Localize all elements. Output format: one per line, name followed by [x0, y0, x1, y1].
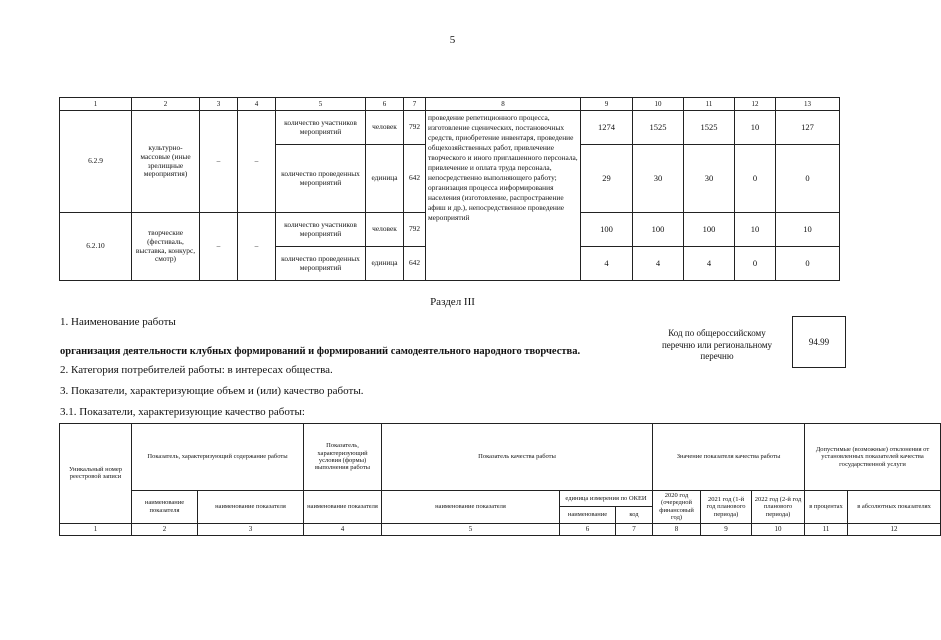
value-cell: 10 — [776, 213, 840, 247]
unit-name: единица — [366, 145, 404, 213]
value-cell: 0 — [776, 145, 840, 213]
col-number: 13 — [776, 98, 840, 111]
value-cell: 10 — [735, 213, 776, 247]
header-indicator-name: наименование показателя — [132, 491, 198, 524]
value-cell: 4 — [633, 247, 684, 281]
col-number: 7 — [404, 98, 426, 111]
dash-cell: – — [238, 111, 276, 213]
value-cell: 100 — [581, 213, 633, 247]
value-cell: 4 — [581, 247, 633, 281]
header-unit-code: код — [616, 507, 653, 523]
col-number: 9 — [701, 523, 752, 535]
indicator-name: количество проведенных мероприятий — [276, 247, 366, 281]
value-cell: 100 — [684, 213, 735, 247]
work-name: творческие (фестиваль, выставка, конкурс, смотр) — [132, 213, 200, 281]
dash-cell: – — [200, 213, 238, 281]
work-name-value: организация деятельности клубных формирований и формирований самодеятельного народного творчества. — [60, 346, 581, 357]
header-conditions: Показатель, характеризующий условия (формы) выполнения работы — [304, 424, 382, 491]
unit-name: человек — [366, 111, 404, 145]
indicator-name: количество участников мероприятий — [276, 111, 366, 145]
header-values: Значение показателя качества работы — [653, 424, 805, 491]
col-number: 4 — [238, 98, 276, 111]
code-box — [792, 316, 846, 368]
col-number: 10 — [752, 523, 805, 535]
value-cell: 1525 — [684, 111, 735, 145]
col-number: 3 — [200, 98, 238, 111]
header-unit-name: наименование — [560, 507, 616, 523]
okei-code: 792 — [404, 111, 426, 145]
header-content: Показатель, характеризующий содержание работы — [132, 424, 304, 491]
col-number: 5 — [276, 98, 366, 111]
work-name: культурно-массовые (иные зрелищные мероприятия) — [132, 111, 200, 213]
okei-code: 642 — [404, 247, 426, 281]
col-number: 6 — [366, 98, 404, 111]
value-cell: 100 — [633, 213, 684, 247]
row-code: 6.2.9 — [60, 111, 132, 213]
dash-cell: – — [200, 111, 238, 213]
work-description: проведение репетиционного процесса, изготовление сценических, постановочных средств, приобретение инвентаря, проведение общехозяйственных работ, привлечение творческого и иного приглашенного персонала, привлечение и оплата труда персонала, непосредственно выполняющего работу; организация процесса информирования населения (изготовление, распространение афиш и др.), непосредственное проведение мероприятий — [426, 111, 581, 281]
col-number: 11 — [684, 98, 735, 111]
header-absolute: в абсолютных показателях — [848, 491, 941, 524]
value-cell: 0 — [735, 145, 776, 213]
col-number: 8 — [653, 523, 701, 535]
consumer-category: 2. Категория потребителей работы: в интересах общества. — [60, 364, 333, 376]
value-cell: 1525 — [633, 111, 684, 145]
col-number: 7 — [616, 523, 653, 535]
value-cell: 1274 — [581, 111, 633, 145]
header-indicator-name: наименование показателя — [304, 491, 382, 524]
table-row — [60, 111, 840, 145]
header-indicator-name: наименование показателя — [382, 491, 560, 524]
col-number: 12 — [735, 98, 776, 111]
code-value: 94.99 — [808, 337, 830, 347]
col-number: 3 — [198, 523, 304, 535]
header-row — [60, 424, 941, 491]
col-number: 9 — [581, 98, 633, 111]
col-number: 2 — [132, 523, 198, 535]
indicator-name: количество участников мероприятий — [276, 213, 366, 247]
header-quality: Показатель качества работы — [382, 424, 653, 491]
header-indicator-name: наименование показателя — [198, 491, 304, 524]
column-number-row — [60, 98, 840, 111]
code-label: Код по общероссийскому перечню или региональному перечню — [661, 328, 773, 362]
header-unit: единица измерения по ОКЕИ — [560, 491, 653, 507]
unit-name: единица — [366, 247, 404, 281]
value-cell: 10 — [735, 111, 776, 145]
quality-indicators-table — [59, 423, 941, 536]
col-number: 11 — [805, 523, 848, 535]
col-number: 1 — [60, 98, 132, 111]
value-cell: 0 — [776, 247, 840, 281]
col-number: 2 — [132, 98, 200, 111]
col-number: 12 — [848, 523, 941, 535]
value-cell: 29 — [581, 145, 633, 213]
okei-code: 792 — [404, 213, 426, 247]
value-cell: 127 — [776, 111, 840, 145]
indicator-name: количество проведенных мероприятий — [276, 145, 366, 213]
indicators-heading: 3. Показатели, характеризующие объем и (или) качество работы. — [60, 385, 364, 397]
page-number: 5 — [449, 34, 456, 46]
header-year-2021: 2021 год (1-й год планового периода) — [701, 491, 752, 524]
value-cell: 30 — [684, 145, 735, 213]
row-code: 6.2.10 — [60, 213, 132, 281]
work-name-label: 1. Наименование работы — [60, 316, 176, 328]
works-volume-table — [59, 97, 840, 281]
header-percent: в процентах — [805, 491, 848, 524]
col-number: 10 — [633, 98, 684, 111]
value-cell: 0 — [735, 247, 776, 281]
col-number: 5 — [382, 523, 560, 535]
quality-indicators-heading: 3.1. Показатели, характеризующие качество работы: — [60, 406, 305, 418]
okei-code: 642 — [404, 145, 426, 213]
value-cell: 30 — [633, 145, 684, 213]
value-cell: 4 — [684, 247, 735, 281]
col-number: 4 — [304, 523, 382, 535]
unit-name: человек — [366, 213, 404, 247]
header-year-2022: 2022 год (2-й год планового периода) — [752, 491, 805, 524]
header-year-2020: 2020 год (очередной финансовый год) — [653, 491, 701, 524]
col-number: 8 — [426, 98, 581, 111]
dash-cell: – — [238, 213, 276, 281]
col-number: 1 — [60, 523, 132, 535]
header-row — [60, 491, 941, 507]
header-unique-number: Уникальный номер реестровой записи — [60, 424, 132, 524]
header-deviation: Допустимые (возможные) отклонения от установленных показателей качества государственной услуги — [805, 424, 941, 491]
section-title: Раздел III — [430, 296, 475, 308]
column-number-row — [60, 523, 941, 535]
col-number: 6 — [560, 523, 616, 535]
